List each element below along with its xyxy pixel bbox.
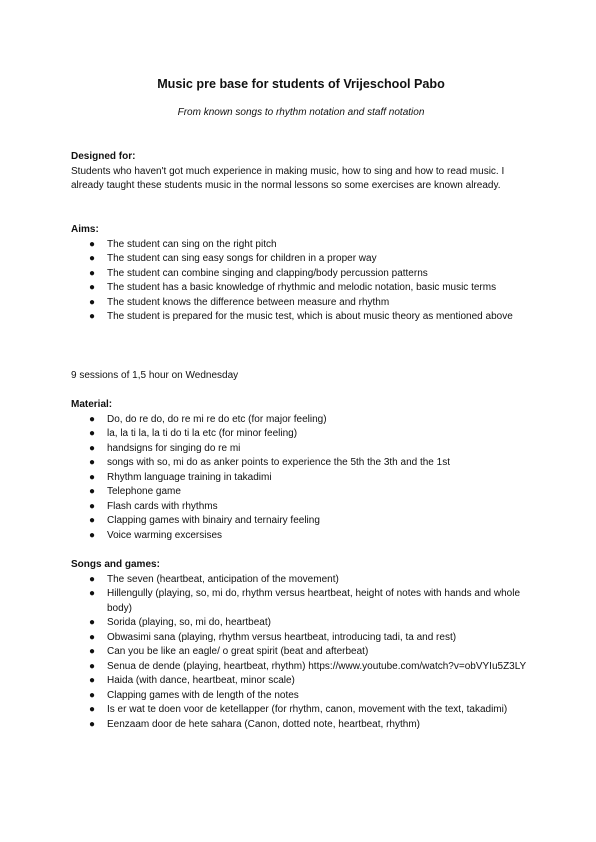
material-text: la, la ti la, la ti do ti la etc (for minor feeling) bbox=[107, 428, 298, 439]
bullet-icon: ● bbox=[89, 486, 96, 497]
aims-section bbox=[71, 223, 531, 325]
list-item bbox=[71, 587, 531, 616]
list-item bbox=[71, 267, 531, 282]
aim-text: The student can sing on the right pitch bbox=[107, 238, 277, 250]
material-text: Voice warming excersises bbox=[107, 529, 223, 541]
bullet-icon: ● bbox=[89, 500, 96, 512]
bullet-icon: ● bbox=[89, 267, 96, 279]
bullet-icon: ● bbox=[89, 428, 96, 439]
designed-for-text: Students who haven't got much experience in making music, how to sing and how to read music. I already taught these students music in the normal lessons so some exercises are known already. bbox=[71, 165, 505, 191]
song-text: The seven (heartbeat, anticipation of the movement) bbox=[107, 573, 339, 585]
song-text: Hillengully (playing, so, mi do, rhythm versus heartbeat, height of notes with hands and whole body) bbox=[107, 588, 521, 614]
list-item bbox=[71, 616, 531, 631]
list-item bbox=[71, 718, 531, 733]
material-text: Clapping games with binairy and ternairy feeling bbox=[107, 515, 320, 526]
document-title: Music pre base for students of Vrijeschool Pabo bbox=[157, 77, 445, 91]
sessions-section bbox=[71, 369, 531, 384]
material-list bbox=[71, 413, 531, 544]
list-item bbox=[71, 689, 531, 704]
bullet-icon: ● bbox=[89, 457, 96, 468]
songs-list bbox=[71, 573, 531, 733]
aim-text: The student can combine singing and clapping/body percussion patterns bbox=[107, 267, 428, 279]
song-text: Haida (with dance, heartbeat, minor scale) bbox=[107, 675, 295, 686]
bullet-icon: ● bbox=[89, 675, 96, 686]
material-section bbox=[71, 398, 531, 543]
material-text: handsigns for singing do re mi bbox=[107, 442, 241, 454]
document-subtitle: From known songs to rhythm notation and staff notation bbox=[177, 107, 425, 118]
bullet-icon: ● bbox=[89, 617, 96, 628]
list-item bbox=[71, 281, 531, 296]
aim-text: The student can sing easy songs for children in a proper way bbox=[107, 253, 377, 264]
list-item bbox=[71, 514, 531, 529]
aim-text: The student knows the difference between measure and rhythm bbox=[107, 296, 390, 308]
bullet-icon: ● bbox=[89, 282, 96, 293]
bullet-icon: ● bbox=[89, 515, 96, 526]
bullet-icon: ● bbox=[89, 296, 96, 308]
list-item bbox=[71, 573, 531, 588]
song-text: Clapping games with de length of the notes bbox=[107, 689, 299, 701]
material-text: songs with so, mi do as anker points to experience the 5th the 3th and the 1st bbox=[107, 457, 450, 468]
list-item bbox=[71, 500, 531, 515]
list-item bbox=[71, 413, 531, 428]
bullet-icon: ● bbox=[89, 660, 96, 672]
list-item bbox=[71, 456, 531, 471]
bullet-icon: ● bbox=[89, 529, 96, 541]
bullet-icon: ● bbox=[89, 588, 96, 599]
list-item bbox=[71, 442, 531, 457]
bullet-icon: ● bbox=[89, 631, 96, 643]
bullet-icon: ● bbox=[89, 311, 96, 322]
aim-text: The student is prepared for the music test, which is about music theory as mentioned above bbox=[107, 311, 513, 322]
material-text: Rhythm language training in takadimi bbox=[107, 471, 272, 483]
song-text: Eenzaam door de hete sahara (Canon, dotted note, heartbeat, rhythm) bbox=[107, 718, 420, 730]
designed-for-heading: Designed for: bbox=[71, 151, 136, 162]
list-item bbox=[71, 296, 531, 311]
bullet-icon: ● bbox=[89, 238, 96, 250]
sessions-text: 9 sessions of 1,5 hour on Wednesday bbox=[71, 370, 239, 381]
list-item bbox=[71, 660, 531, 675]
songs-heading: Songs and games: bbox=[71, 559, 160, 570]
song-text: Senua de dende (playing, heartbeat, rhythm) https://www.youtube.com/watch?v=obVYIu5Z3LY bbox=[107, 660, 527, 672]
aims-list bbox=[71, 238, 531, 325]
aims-heading: Aims: bbox=[71, 224, 99, 235]
list-item bbox=[71, 631, 531, 646]
bullet-icon: ● bbox=[89, 442, 96, 454]
list-item bbox=[71, 427, 531, 442]
songs-section bbox=[71, 558, 531, 732]
designed-for-section bbox=[71, 150, 531, 194]
list-item bbox=[71, 703, 531, 718]
list-item bbox=[71, 310, 531, 325]
material-text: Do, do re do, do re mi re do etc (for major feeling) bbox=[107, 413, 327, 425]
song-text: Obwasimi sana (playing, rhythm versus heartbeat, introducing tadi, ta and rest) bbox=[107, 631, 457, 643]
material-heading: Material: bbox=[71, 399, 113, 410]
aim-text: The student has a basic knowledge of rhythmic and melodic notation, basic music terms bbox=[107, 282, 497, 293]
bullet-icon: ● bbox=[89, 413, 96, 425]
song-text: Is er wat te doen voor de ketellapper (for rhythm, canon, movement with the text, takadimi) bbox=[107, 704, 508, 715]
list-item bbox=[71, 529, 531, 544]
bullet-icon: ● bbox=[89, 573, 96, 585]
material-text: Flash cards with rhythms bbox=[107, 500, 218, 512]
list-item bbox=[71, 485, 531, 500]
bullet-icon: ● bbox=[89, 689, 96, 701]
bullet-icon: ● bbox=[89, 646, 96, 657]
song-text: Sorida (playing, so, mi do, heartbeat) bbox=[107, 617, 271, 628]
list-item bbox=[71, 645, 531, 660]
song-text: Can you be like an eagle/ o great spirit (beat and afterbeat) bbox=[107, 646, 369, 657]
list-item bbox=[71, 238, 531, 253]
bullet-icon: ● bbox=[89, 471, 96, 483]
list-item bbox=[71, 674, 531, 689]
bullet-icon: ● bbox=[89, 718, 96, 730]
bullet-icon: ● bbox=[89, 704, 96, 715]
list-item bbox=[71, 252, 531, 267]
list-item bbox=[71, 471, 531, 486]
material-text: Telephone game bbox=[107, 486, 181, 497]
bullet-icon: ● bbox=[89, 253, 96, 264]
